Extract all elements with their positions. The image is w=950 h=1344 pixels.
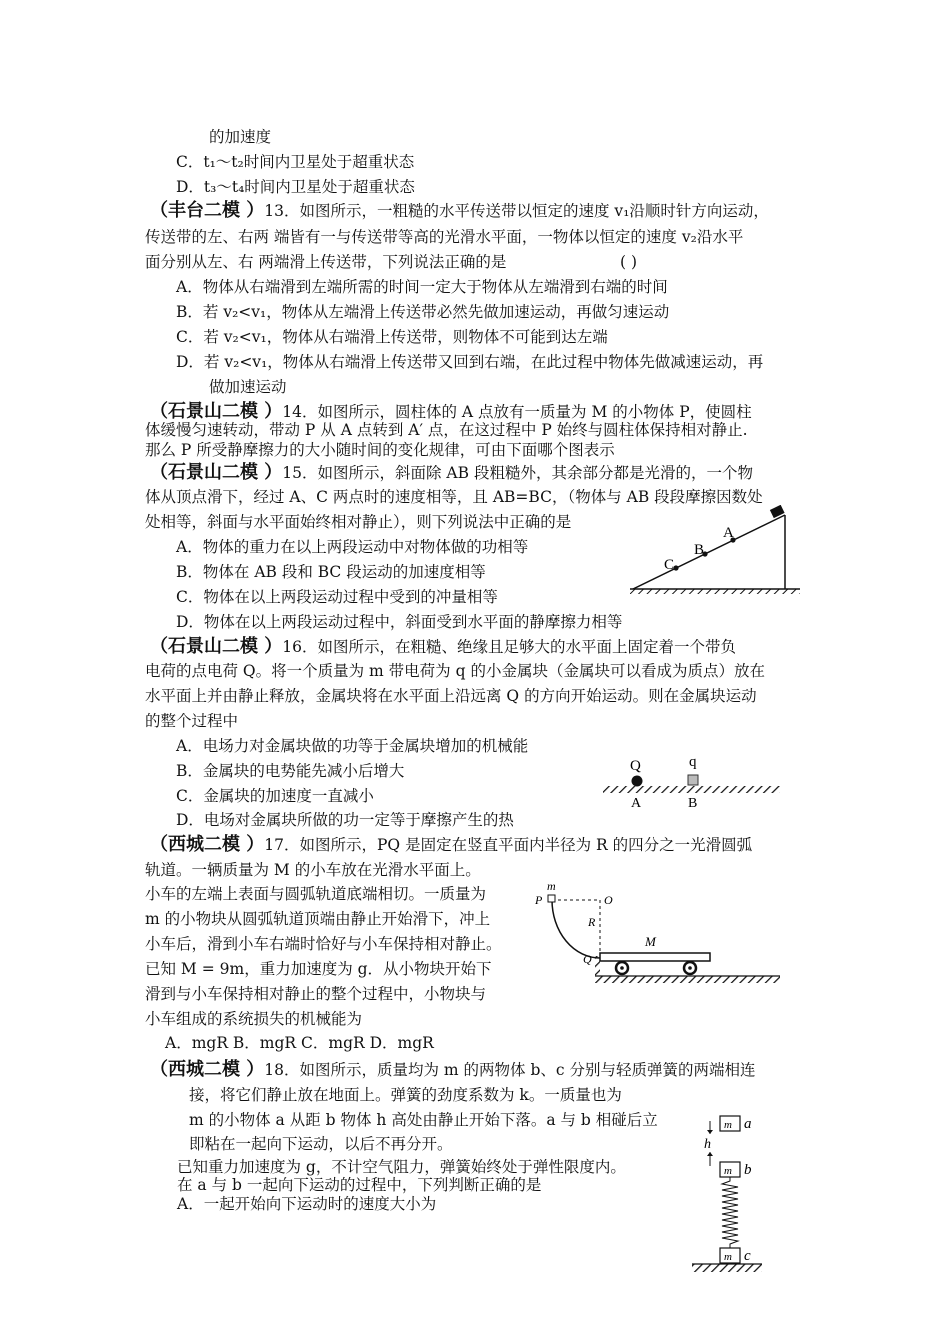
point-c-label: C	[664, 557, 675, 573]
q18-stem-line1: （西城二模 ）18．如图所示，质量均为 m 的两物体 b、c 分别与轻质弹簧的两端相连	[150, 1059, 756, 1080]
q12-option-d: D．t₃～t₄时间内卫星处于超重状态	[176, 178, 415, 196]
q15-source-tag: （石景山二模 ）	[150, 462, 283, 483]
q17-arc-cart-figure	[530, 878, 785, 988]
q17-stem-line2: 轨道。一辆质量为 M 的小车放在光滑水平面上。	[145, 861, 481, 879]
label-c: c	[744, 1248, 751, 1264]
q15-option-b: B．物体在 AB 段和 BC 段运动的加速度相等	[176, 563, 486, 581]
q15-stem-line3: 处相等，斜面与水平面始终相对静止），则下列说法中正确的是	[145, 513, 572, 531]
point-b-label: B	[688, 796, 698, 811]
q16-stem-line2: 电荷的点电荷 Q。将一个质量为 m 带电荷为 q 的小金属块（金属块可以看成为质点）放在	[145, 662, 765, 680]
q15-option-a: A．物体的重力在以上两段运动中对物体做的功相等	[176, 538, 529, 556]
point-a-label: A	[723, 525, 734, 541]
q18-stem-line3: m 的小物体 a 从距 b 物体 h 高处由静止开始下落。a 与 b 相碰后立	[189, 1111, 658, 1129]
quarter-arc-track	[552, 900, 600, 958]
q17-stem-line1: （西城二模 ）17．如图所示，PQ 是固定在竖直平面内半径为 R 的四分之一光滑圆弧	[150, 834, 753, 855]
q17-stem-line8: 小车组成的系统损失的机械能为	[145, 1010, 363, 1028]
label-r: R	[588, 915, 596, 929]
q18-option-a: A．一起开始向下运动时的速度大小为	[177, 1195, 437, 1213]
q13-option-d-cont: 做加速运动	[209, 378, 287, 396]
label-p: P	[535, 893, 543, 907]
q12-continuation: 的加速度	[209, 128, 272, 146]
q18-stem-line2: 接，将它们静止放在地面上。弹簧的劲度系数为 k。一质量也为	[189, 1086, 622, 1104]
block-q-label: q	[689, 754, 697, 770]
q17-stem-line6: 已知 M = 9m，重力加速度为 g．从小物块开始下	[145, 960, 492, 978]
q18-stem-line5: 已知重力加速度为 g，不计空气阻力，弹簧始终处于弹性限度内。	[177, 1158, 626, 1176]
q17-source-tag: （西城二模 ）	[150, 834, 265, 855]
q16-option-d: D．电场对金属块所做的功一定等于摩擦产生的热	[176, 811, 514, 829]
q16-stem-line3: 水平面上并由静止释放，金属块将在水平面上沿远离 Q 的方向开始运动。则在金属块运动	[145, 687, 757, 705]
label-o: O	[604, 893, 613, 907]
metal-block	[688, 775, 698, 785]
q16-source-tag: （石景山二模 ）	[150, 636, 283, 657]
q16-option-b: B．金属块的电势能先减小后增大	[176, 762, 405, 780]
ground-hatch	[603, 786, 780, 793]
q13-stem-line2: 传送带的左、右两 端皆有一与传送带等高的光滑水平面，一物体以恒定的速度 v₂沿水平	[145, 228, 744, 246]
spring	[722, 1177, 738, 1248]
q18-stem-line4: 即粘在一起向下运动，以后不再分开。	[189, 1135, 453, 1153]
q18-source-tag: （西城二模 ）	[150, 1059, 265, 1080]
block-c-mass-label: m	[724, 1251, 732, 1263]
q16-stem-line1: （石景山二模 ）16．如图所示，在粗糙、绝缘且足够大的水平面上固定着一个带负	[150, 636, 737, 657]
charge-q-label: Q	[630, 758, 641, 774]
label-a: a	[744, 1116, 752, 1132]
q17-stem-line7: 滑到与小车保持相对静止的整个过程中，小物块与	[145, 985, 487, 1003]
q13-option-a: A．物体从右端滑到左端所需的时间一定大于物体从左端滑到右端的时间	[176, 278, 668, 296]
q13-source-tag: （丰台二模 ）	[150, 200, 265, 221]
q13-answer-paren: ( )	[620, 253, 638, 271]
q18-spring-figure	[688, 1108, 783, 1283]
q17-stem-line3: 小车的左端上表面与圆弧轨道底端相切。一质量为	[145, 885, 487, 903]
q15-option-d: D．物体在以上两段运动过程中，斜面受到水平面的静摩擦力相等	[176, 613, 623, 631]
point-a-label: A	[631, 796, 642, 811]
small-block-m	[548, 895, 555, 902]
block-a-mass-label: m	[724, 1119, 732, 1131]
q16-stem-line4: 的整个过程中	[145, 712, 239, 730]
q15-option-c: C．物体在以上两段运动过程中受到的冲量相等	[176, 588, 498, 606]
q14-stem-line2: 体缓慢匀速转动，带动 P 从 A 点转到 A′ 点，在这过程中 P 始终与圆柱体保持相对静止.	[145, 421, 748, 439]
q13-option-b: B．若 v₂<v₁，物体从左端滑上传送带必然先做加速运动，再做匀速运动	[176, 303, 670, 321]
q15-stem-line2: 体从顶点滑下，经过 A、C 两点时的速度相等，且 AB=BC，（物体与 AB 段段摩擦因数处	[145, 488, 763, 506]
label-b: b	[744, 1162, 752, 1178]
q13-stem-line3: 面分别从左、右 两端滑上传送带，下列说法正确的是	[145, 253, 507, 271]
q13-option-d: D．若 v₂<v₁，物体从右端滑上传送带又回到右端，在此过程中物体先做减速运动，再	[176, 353, 764, 371]
q16-option-c: C．金属块的加速度一直减小	[176, 787, 374, 805]
q17-stem-line4: m 的小物块从圆弧轨道顶端由静止开始滑下，冲上	[145, 910, 491, 928]
q17-options: A．mgR B．mgR C．mgR D．mgR	[165, 1034, 434, 1052]
cart-body	[600, 953, 710, 961]
ground-hatch	[692, 1264, 762, 1272]
incline-surface	[633, 515, 785, 589]
label-h: h	[704, 1137, 711, 1152]
block-b-mass-label: m	[724, 1165, 732, 1177]
label-m: m	[547, 879, 556, 893]
q14-source-tag: （石景山二模 ）	[150, 401, 283, 422]
q16-option-a: A．电场力对金属块做的功等于金属块增加的机械能	[176, 737, 529, 755]
charge-q-ball	[632, 776, 643, 787]
q12-option-c: C．t₁～t₂时间内卫星处于超重状态	[176, 153, 415, 171]
ground-hatch	[595, 976, 780, 983]
q13-stem-line1: （丰台二模 ）13．如图所示，一粗糙的水平传送带以恒定的速度 v₁沿顺时针方向运动，	[150, 200, 769, 221]
q17-stem-line5: 小车后，滑到小车右端时恰好与小车保持相对静止。	[145, 935, 502, 953]
q15-incline-figure	[625, 505, 815, 605]
q15-stem-line1: （石景山二模 ）15．如图所示，斜面除 AB 段粗糙外，其余部分都是光滑的，一个物	[150, 462, 753, 483]
point-b-label: B	[694, 542, 705, 558]
label-cart-m: M	[645, 934, 656, 949]
label-q: Q	[583, 952, 592, 966]
q14-stem-line3: 那么 P 所受静摩擦力的大小随时间的变化规律，可由下面哪个图表示	[145, 441, 615, 459]
q18-stem-line6: 在 a 与 b 一起向下运动的过程中，下列判断正确的是	[177, 1176, 542, 1194]
q16-charge-figure	[600, 752, 785, 812]
q14-stem-line1: （石景山二模 ）14．如图所示，圆柱体的 A 点放有一质量为 M 的小物体 P，使圆柱	[150, 401, 752, 422]
q13-option-c: C．若 v₂<v₁，物体从右端滑上传送带，则物体不可能到达左端	[176, 328, 608, 346]
